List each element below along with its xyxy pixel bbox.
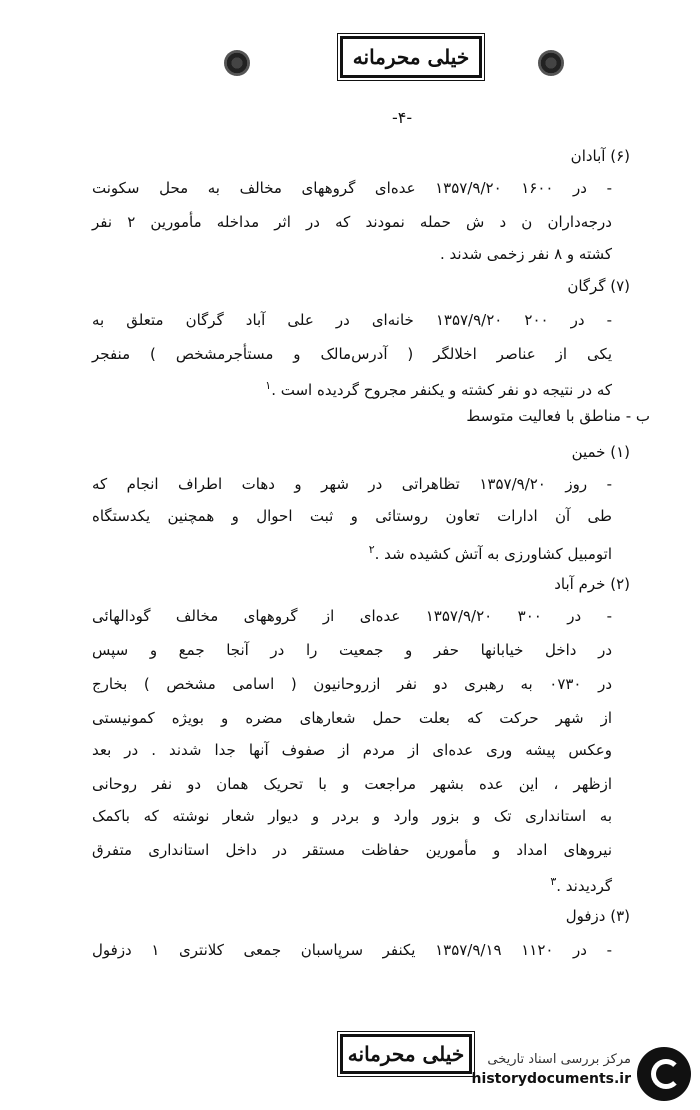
seal-mark-left	[224, 50, 250, 76]
section-heading-abadan: (۶) آبادان	[570, 147, 630, 165]
footnote-marker: ۳	[550, 875, 557, 888]
watermark	[417, 1052, 631, 1087]
archive-logo-icon	[637, 1047, 691, 1101]
section-heading-gorgan: (۷) گرگان	[567, 277, 630, 295]
text-line: ازظهر ، این عده بشهر مراجعت و با تحریک همان دو نفر روحانی	[92, 775, 612, 793]
text-line: - در ۱۶۰۰ ۱۳۵۷/۹/۲۰ عده‌ای گروههای مخالف به محل سکونت	[92, 179, 612, 197]
classification-stamp-bottom: خیلی محرمانه	[340, 1034, 472, 1074]
footnote-marker: ۱	[265, 379, 272, 392]
text-line: - در ۳۰۰ ۱۳۵۷/۹/۲۰ عده‌ای از گروههای مخالف گودالهائی	[92, 607, 612, 625]
text-line: گردیدند .$^۳$	[550, 875, 612, 895]
text-line: - در ۱۱۲۰ ۱۳۵۷/۹/۱۹ یکنفر سرپاسبان جمعی کلانتری ۱ دزفول	[92, 941, 612, 959]
section-heading-dezful: (۳) دزفول	[565, 907, 630, 925]
text-line: کشته و ۸ نفر زخمی شدند .	[440, 245, 612, 263]
text-line: که در نتیجه دو نفر کشته و یکنفر مجروح گردیده است .$^۱$	[265, 379, 612, 399]
text-line: نیروهای امداد و مأمورین حفاظت مستقر در داخل استانداری متفرق	[92, 841, 612, 859]
footnote-marker: ۲	[368, 543, 375, 556]
text-line: درجه‌داران ن د ش حمله نمودند که در اثر مداخله مأمورین ۲ نفر	[92, 213, 612, 231]
text-line: - روز ۱۳۵۷/۹/۲۰ تظاهراتی در شهر و دهات اطراف انجام که	[92, 475, 612, 493]
section-heading-khomein: (۱) خمین	[571, 443, 630, 461]
watermark-text-en: historydocuments.ir	[471, 1071, 631, 1087]
text-line: به استانداری تک و بزور وارد و بردر و دیوار شعار نوشته که باکمک	[92, 807, 612, 825]
text-line: از شهر حرکت که بعلت حمل شعارهای مضره و بویژه کمونیستی	[92, 709, 612, 727]
seal-mark-right	[538, 50, 564, 76]
text-line: وعکس پیشه وری عده‌ای از مردم از صفوف آنها جدا شدند . در بعد	[92, 741, 612, 759]
text-line: در ۰۷۳۰ به رهبری دو نفر ازروحانیون ( اسامی مشخص ) بخارج	[92, 675, 613, 693]
text-line: طی آن ادارات تعاون روستائی و ثبت احوال و همچنین یکدستگاه	[92, 507, 612, 525]
text-line: در داخل خیابانها حفر و جمعیت را در آنجا جمع و سپس	[92, 641, 612, 659]
text-line: - در ۲۰۰ ۱۳۵۷/۹/۲۰ خانه‌ای در علی آباد گرگان متعلق به	[92, 311, 612, 329]
section-heading-khorramabad: (۲) خرم آباد	[554, 575, 630, 593]
text-line: اتومبیل کشاورزی به آتش کشیده شد .$^۲$	[368, 543, 612, 563]
text-line: یکی از عناصر اخلالگر ( آدرس‌مالک و مستأجرمشخص ) منفجر	[92, 345, 612, 363]
section-heading-medium-activity: ب - مناطق با فعالیت متوسط	[466, 407, 650, 425]
page-number: -۴-	[392, 108, 413, 127]
classification-stamp-top: خیلی محرمانه	[340, 36, 482, 78]
watermark-text-fa: مرکز بررسی اسناد تاریخی	[487, 1052, 631, 1067]
